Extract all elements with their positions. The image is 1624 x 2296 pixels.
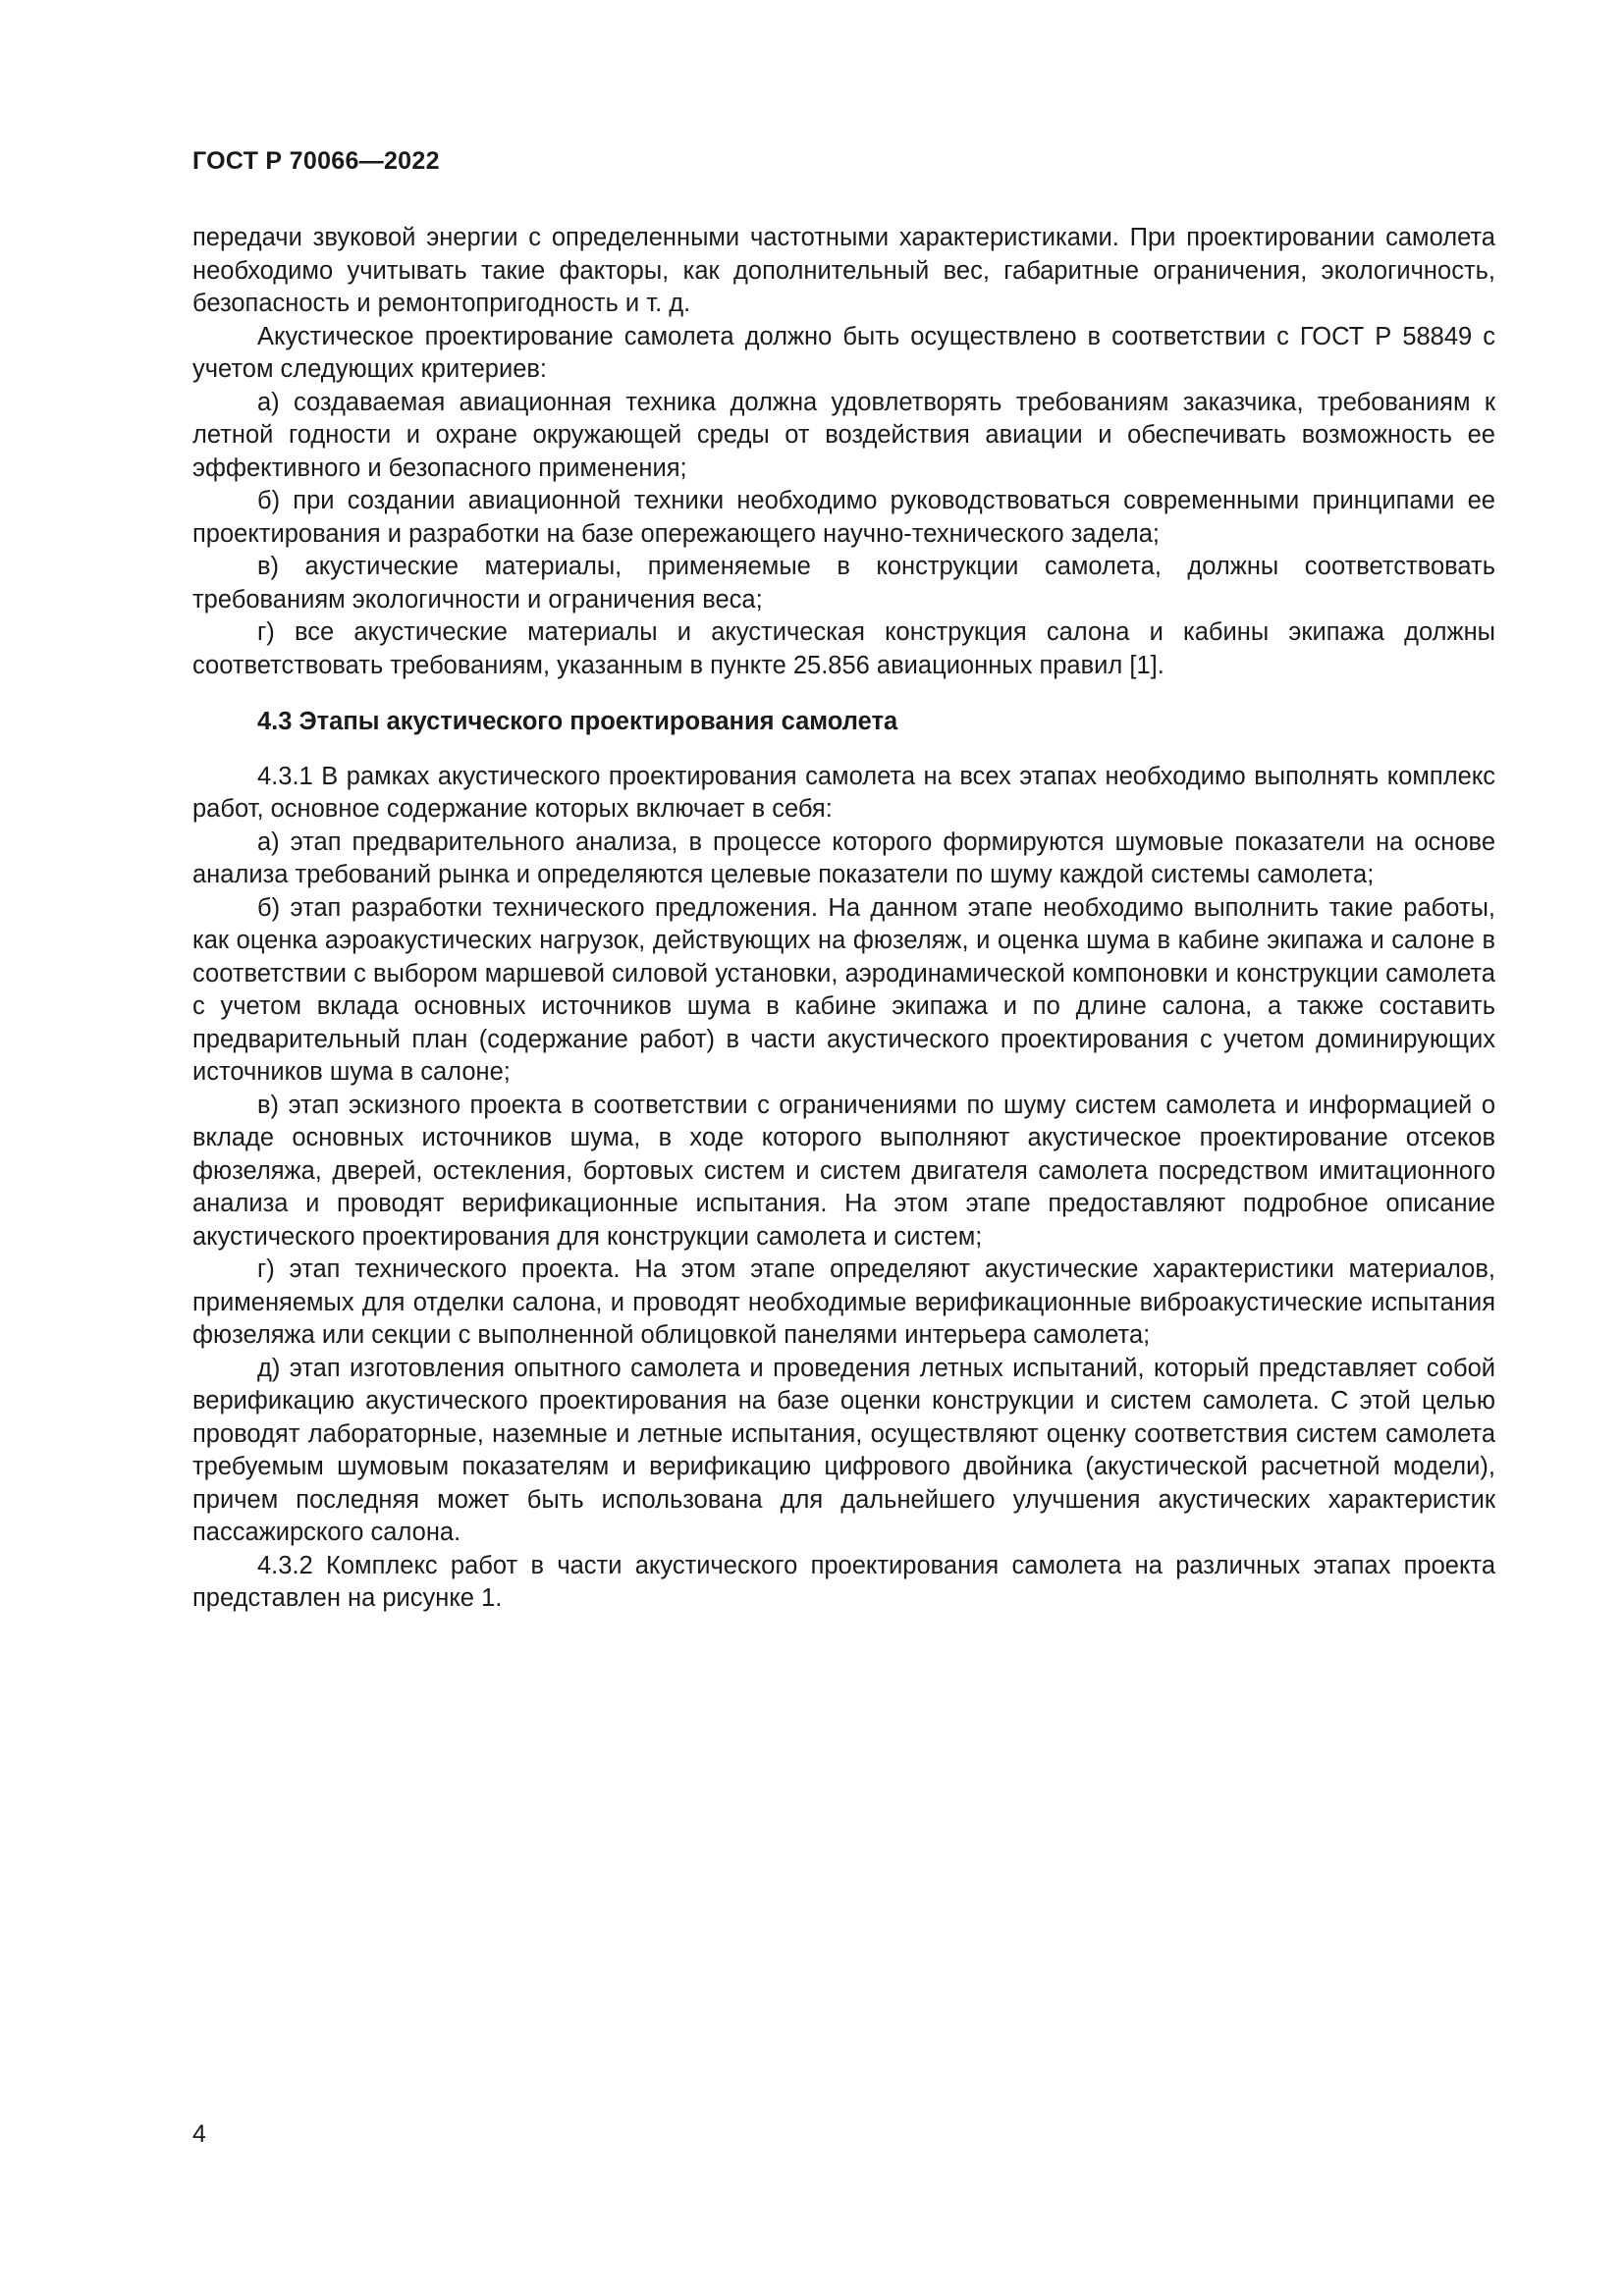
body-text <box>192 222 1495 1616</box>
criterion-a: а) создаваемая авиационная техника должна удовлетворять требованиям заказчика, требованиям к летной годности и охране окружающей среды от воздействия авиации и обеспечивать возможность ее эффективного и безопасного применения; <box>192 388 1495 482</box>
stage-g: г) этап технического проекта. На этом этапе определяют акустические характеристики материалов, применяемых для отделки салона, и проводят необходимые верификационные виброакустические испытания фюзеляжа или секции с выполненной облицовкой панелями интерьера самолета; <box>192 1255 1495 1349</box>
standard-header: ГОСТ Р 70066—2022 <box>192 147 440 175</box>
page-number: 4 <box>192 2120 206 2148</box>
stage-b: б) этап разработки технического предложения. На данном этапе необходимо выполнить такие работы, как оценка аэроакустических нагрузок, действующих на фюзеляж, и оценка шума в кабине экипажа и салоне в соответствии с выбором маршевой силовой установки, аэродинамической компоновки и конструкции самолета с учетом вклада основных источников шума в кабине экипажа и по длине салона, а также составить предварительный план (содержание работ) в части акустического проектирования с учетом доминирующих источников шума в салоне; <box>192 893 1495 1086</box>
stage-d: д) этап изготовления опытного самолета и проведения летных испытаний, который представляет собой верификацию акустического проектирования на базе оценки конструкции и систем самолета. С этой целью проводят лабораторные, наземные и летные испытания, осуществляют оценку соответствия систем самолета требуемым шумовым показателям и верификацию цифрового двойника (акустической расчетной модели), причем последняя может быть использована для дальнейшего улучшения акустических характеристик пассажирского салона. <box>192 1354 1495 1546</box>
criterion-g: г) все акустические материалы и акустическая конструкция салона и кабины экипажа должны соответствовать требованиям, указанным в пункте 25.856 авиационных правил [1]. <box>192 618 1495 679</box>
paragraph-4-3-1: 4.3.1 В рамках акустического проектирования самолета на всех этапах необходимо выполнять комплекс работ, основное содержание которых включает в себя: <box>192 762 1495 823</box>
paragraph-4-3-2: 4.3.2 Комплекс работ в части акустического проектирования самолета на различных этапах проекта представлен на рисунке 1. <box>192 1551 1495 1612</box>
paragraph-intro: Акустическое проектирование самолета должно быть осуществлено в соответствии с ГОСТ Р 58849 с учетом следующих критериев: <box>192 322 1495 383</box>
section-heading-4-3: 4.3 Этапы акустического проектирования самолета <box>257 708 898 735</box>
stage-a: а) этап предварительного анализа, в процессе которого формируются шумовые показатели на основе анализа требований рынка и определяются целевые показатели по шуму каждой системы самолета; <box>192 828 1495 888</box>
criterion-b: б) при создании авиационной техники необходимо руководствоваться современными принципами ее проектирования и разработки на базе опережающего научно-технического задела; <box>192 487 1495 548</box>
stage-v: в) этап эскизного проекта в соответствии с ограничениями по шуму систем самолета и информацией о вкладе основных источников шума, в ходе которого выполняют акустическое проектирование отсеков фюзеляжа, дверей, остекления, бортовых систем и систем двигателя самолета посредством имитационного анализа и проводят верификационные испытания. На этом этапе предоставляют подробное описание акустического проектирования для конструкции самолета и систем; <box>192 1091 1495 1251</box>
paragraph-continuation: передачи звуковой энергии с определенными частотными характеристиками. При проектировании самолета необходимо учитывать такие факторы, как дополнительный вес, габаритные ограничения, экологичность, безопасность и ремонтопригодность и т. д. <box>192 224 1495 317</box>
criterion-v: в) акустические материалы, применяемые в конструкции самолета, должны соответствовать требованиям экологичности и ограничения веса; <box>192 553 1495 614</box>
